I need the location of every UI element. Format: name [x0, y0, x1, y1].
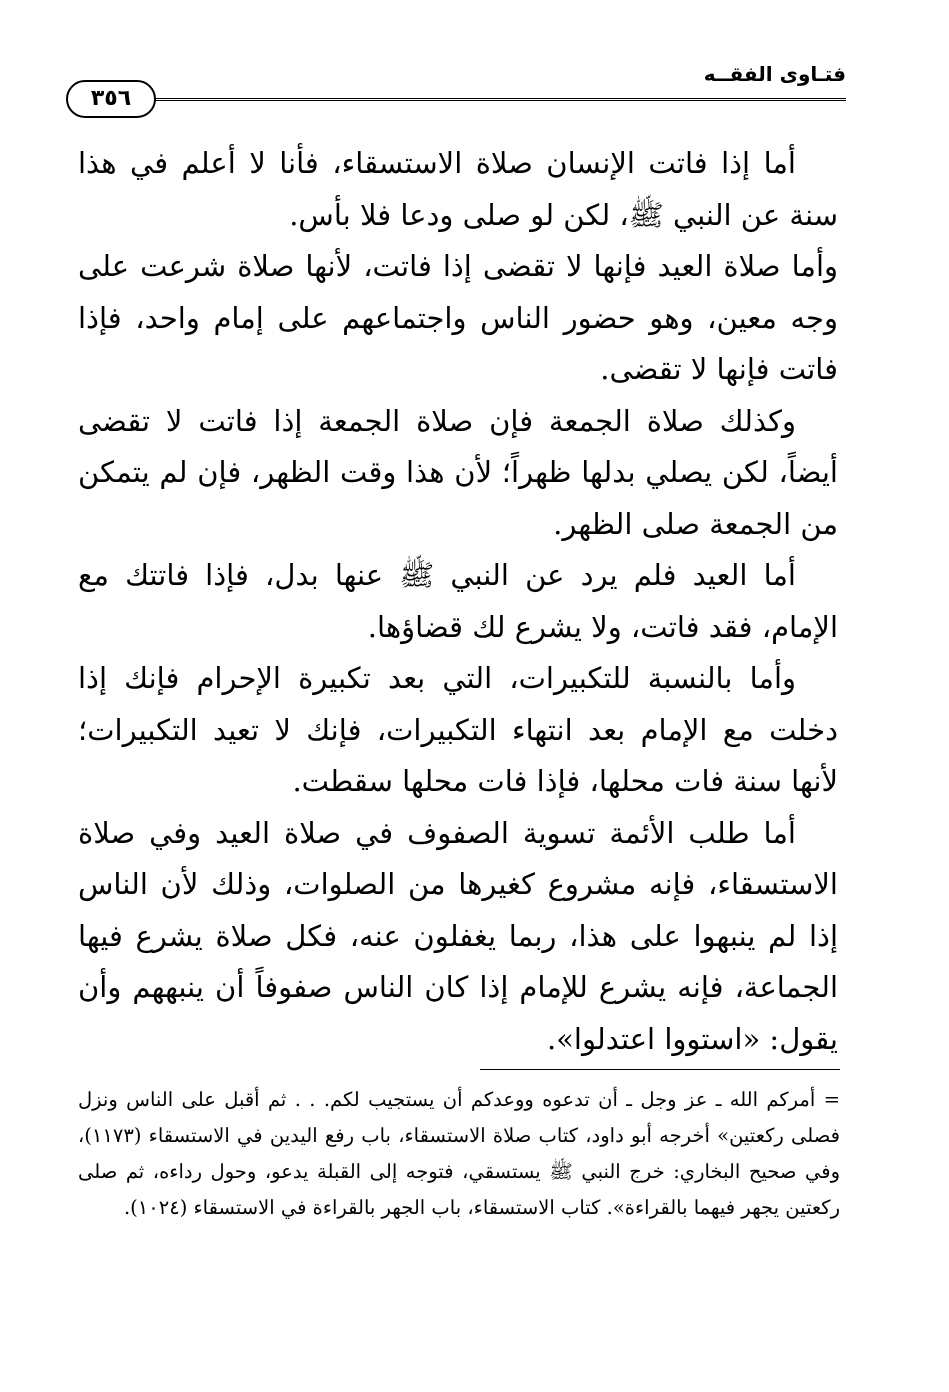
paragraph: أما طلب الأئمة تسوية الصفوف في صلاة العيد وفي صلاة الاستسقاء، فإنه مشروع كغيرها من الصلوات، وذلك لأن الناس إذا لم ينبهوا على هذا، ربما يغفلون عنه، فكل صلاة يشرع فيها الجماعة، فإنه يشرع للإمام إذا كان الناس صفوفاً أن ينبههم وأن يقول: «استووا اعتدلوا».	[78, 815, 838, 1056]
header-rule	[136, 98, 846, 101]
footnote-separator	[480, 1069, 840, 1070]
footnote-text: = أمركم الله ـ عز وجل ـ أن تدعوه ووعدكم أن يستجيب لكم. . . ثم أقبل على الناس ونزل فصلى ركعتين» أخرجه أبو داود، كتاب صلاة الاستسقاء، باب رفع اليدين في الاستسقاء (١١٧٣)، وفي صحيح البخاري: خرج النبي ﷺ يستسقي، فتوجه إلى القبلة يدعو، وحول رداءه، ثم صلى ركعتين يجهر فيهما بالقراءة». كتاب الاستسقاء، باب الجهر بالقراءة في الاستسقاء (١٠٢٤).	[78, 1088, 840, 1219]
paragraph: وكذلك صلاة الجمعة فإن صلاة الجمعة إذا فاتت لا تقضى أيضاً، لكن يصلي بدلها ظهراً؛ لأن هذا وقت الظهر، فإن لم يتمكن من الجمعة صلى الظهر.	[78, 403, 838, 541]
main-text	[78, 138, 838, 1065]
paragraph: أما العيد فلم يرد عن النبي ﷺ عنها بدل، فإذا فاتتك مع الإمام، فقد فاتت، ولا يشرع لك قضاؤها.	[78, 558, 838, 644]
paragraph: وأما صلاة العيد فإنها لا تقضى إذا فاتت، لأنها صلاة شرعت على وجه معين، وهو حضور الناس واجتماعهم على إمام واحد، فإذا فاتت فإنها لا تقضى.	[78, 249, 838, 386]
paragraph: أما إذا فاتت الإنسان صلاة الاستسقاء، فأنا لا أعلم في هذا سنة عن النبي ﷺ، لكن لو صلى ودعا فلا بأس.	[78, 146, 838, 232]
paragraph: وأما بالنسبة للتكبيرات، التي بعد تكبيرة الإحرام فإنك إذا دخلت مع الإمام بعد انتهاء التكبيرات، فإنك لا تعيد التكبيرات؛ لأنها سنة فات محلها، فإذا فات محلها سقطت.	[78, 661, 838, 798]
footnote	[78, 1082, 840, 1226]
header-title: فتـاوى الفقــه	[703, 62, 846, 86]
page-number-badge: ٣٥٦	[66, 80, 156, 118]
running-header	[66, 60, 846, 130]
